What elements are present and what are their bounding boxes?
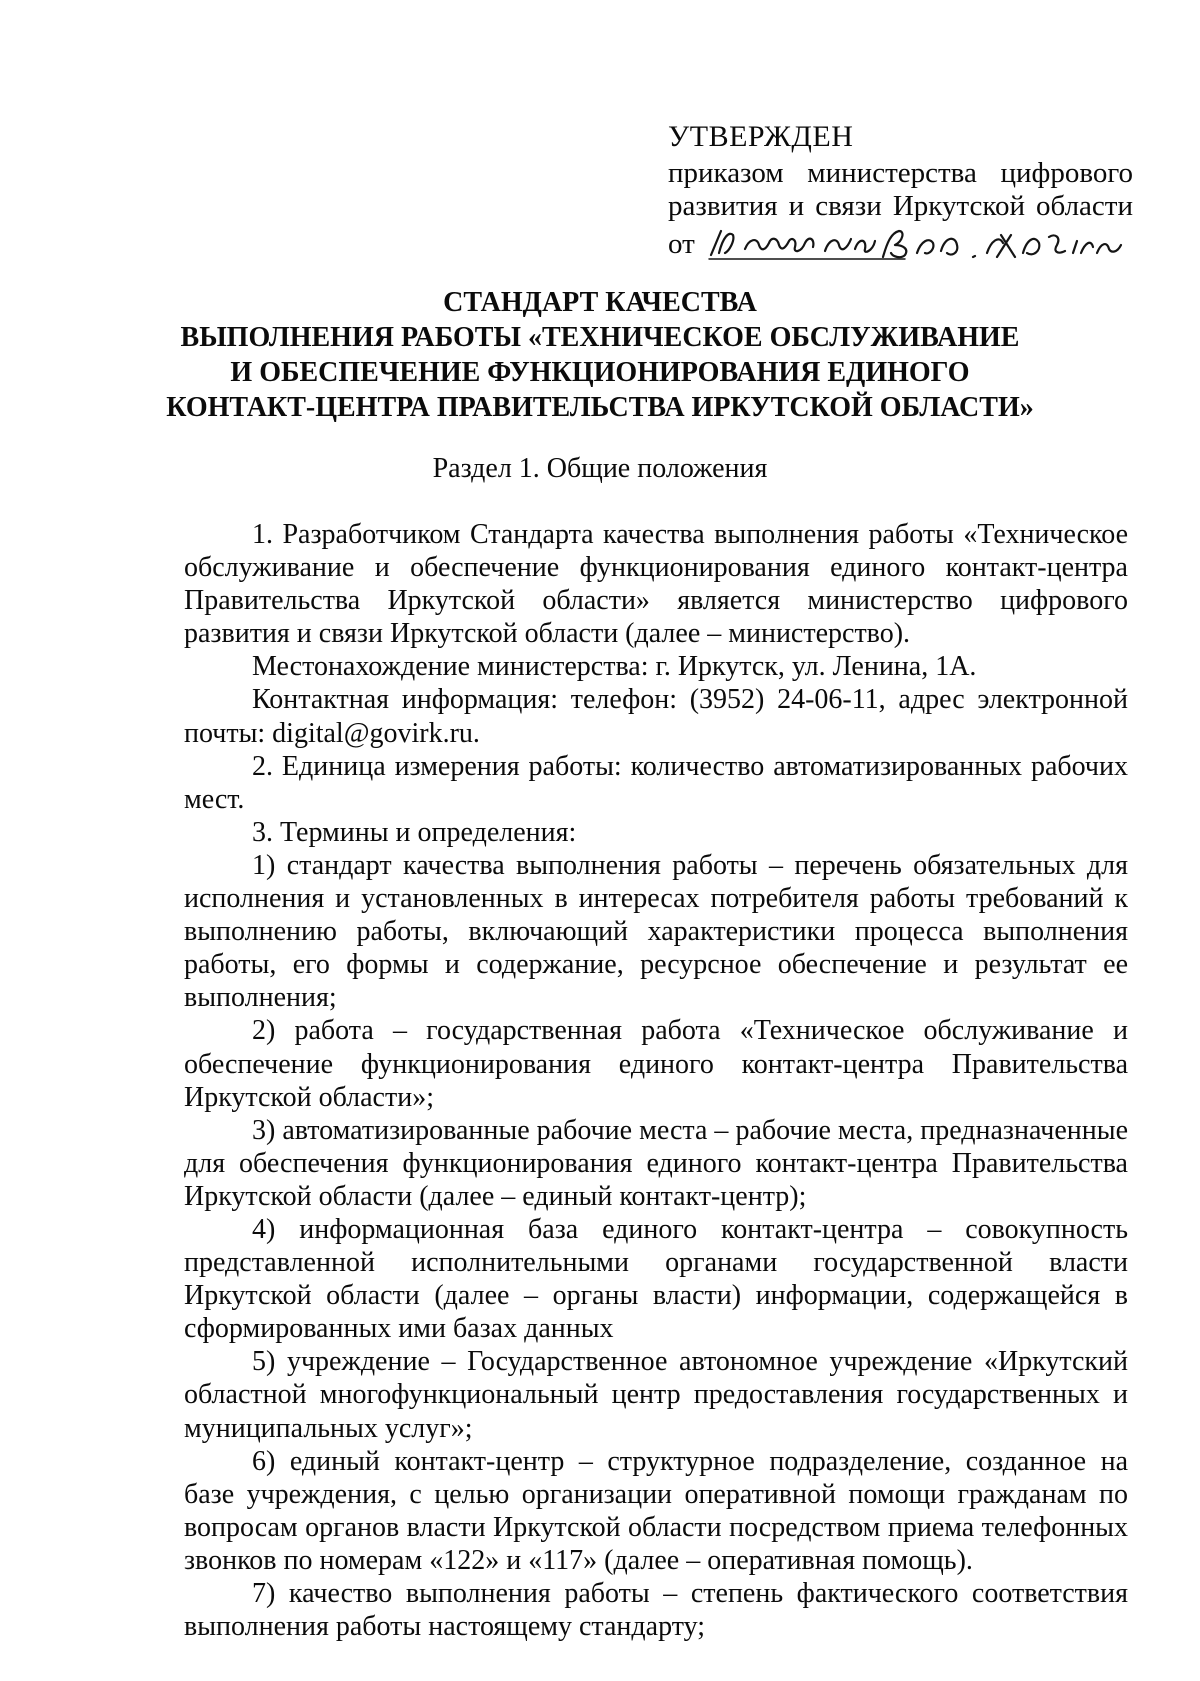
document-heading	[150, 285, 1050, 425]
approval-date-line	[668, 223, 1133, 261]
heading-line-1: СТАНДАРТ КАЧЕСТВА	[443, 287, 757, 318]
paragraph: 2) работа – государственная работа «Техническое обслуживание и обеспечение функционирования единого контакт-центра Правительства Иркутской области»;	[184, 1015, 1128, 1113]
paragraph: 5) учреждение – Государственное автономное учреждение «Иркутский областной многофункциональный центр предоставления государственных и муниципальных услуг»;	[184, 1346, 1128, 1444]
paragraph: 1. Разработчиком Стандарта качества выполнения работы «Техническое обслуживание и обеспечение функционирования единого контакт-центра Правительства Иркутской области» является министерство цифрового развития и связи Иркутской области (далее – министерство).	[184, 519, 1128, 650]
section-title: Раздел 1. Общие положения	[432, 453, 768, 484]
heading-line-2: ВЫПОЛНЕНИЯ РАБОТЫ «ТЕХНИЧЕСКОЕ ОБСЛУЖИВАНИЕ	[180, 322, 1020, 353]
approval-block	[668, 120, 1133, 261]
heading-line-4: КОНТАКТ-ЦЕНТРА ПРАВИТЕЛЬСТВА ИРКУТСКОЙ ОБЛАСТИ»	[166, 392, 1034, 423]
heading-line-3: И ОБЕСПЕЧЕНИЕ ФУНКЦИОНИРОВАНИЯ ЕДИНОГО	[230, 357, 970, 388]
paragraph: Местонахождение министерства: г. Иркутск, ул. Ленина, 1А.	[252, 651, 977, 683]
approval-order-line-2: развития и связи Иркутской области	[668, 190, 1133, 222]
paragraph: Контактная информация: телефон: (3952) 24-06-11, адрес электронной почты: digital@govirk.ru.	[184, 684, 1128, 749]
paragraph: 3. Термины и определения:	[252, 816, 577, 848]
paragraph: 3) автоматизированные рабочие места – рабочие места, предназначенные для обеспечения функционирования единого контакт-центра Правительства Иркутской области (далее – единый контакт-центр);	[184, 1114, 1128, 1212]
paragraph: 7) качество выполнения работы – степень фактического соответствия выполнения работы настоящему стандарту;	[184, 1578, 1128, 1643]
handwritten-date-signature	[705, 223, 1125, 261]
paragraph: 4) информационная база единого контакт-центра – совокупность представленной исполнительными органами государственной власти Иркутской области (далее – органы власти) информации, содержащейся в сформированных ими базах данных	[184, 1213, 1128, 1345]
approval-title: УТВЕРЖДЕН	[668, 120, 854, 153]
paragraph: 6) единый контакт-центр – структурное подразделение, созданное на базе учреждения, с целью организации оперативной помощи гражданам по вопросам органов власти Иркутской области посредством приема телефонных звонков по номерам «122» и «117» (далее – оперативная помощь).	[184, 1445, 1128, 1576]
approval-order-line-1: приказом министерства цифрового	[668, 157, 1133, 189]
document-body	[184, 518, 1128, 1643]
paragraph: 2. Единица измерения работы: количество автоматизированных рабочих мест.	[184, 750, 1128, 815]
date-prefix: от	[668, 228, 695, 260]
paragraph: 1) стандарт качества выполнения работы – перечень обязательных для исполнения и установленных в интересах потребителя работы требований к выполнению работы, включающий характеристики процесса выполнения работы, его формы и содержание, ресурсное обеспечение и результат ее выполнения;	[184, 849, 1128, 1014]
